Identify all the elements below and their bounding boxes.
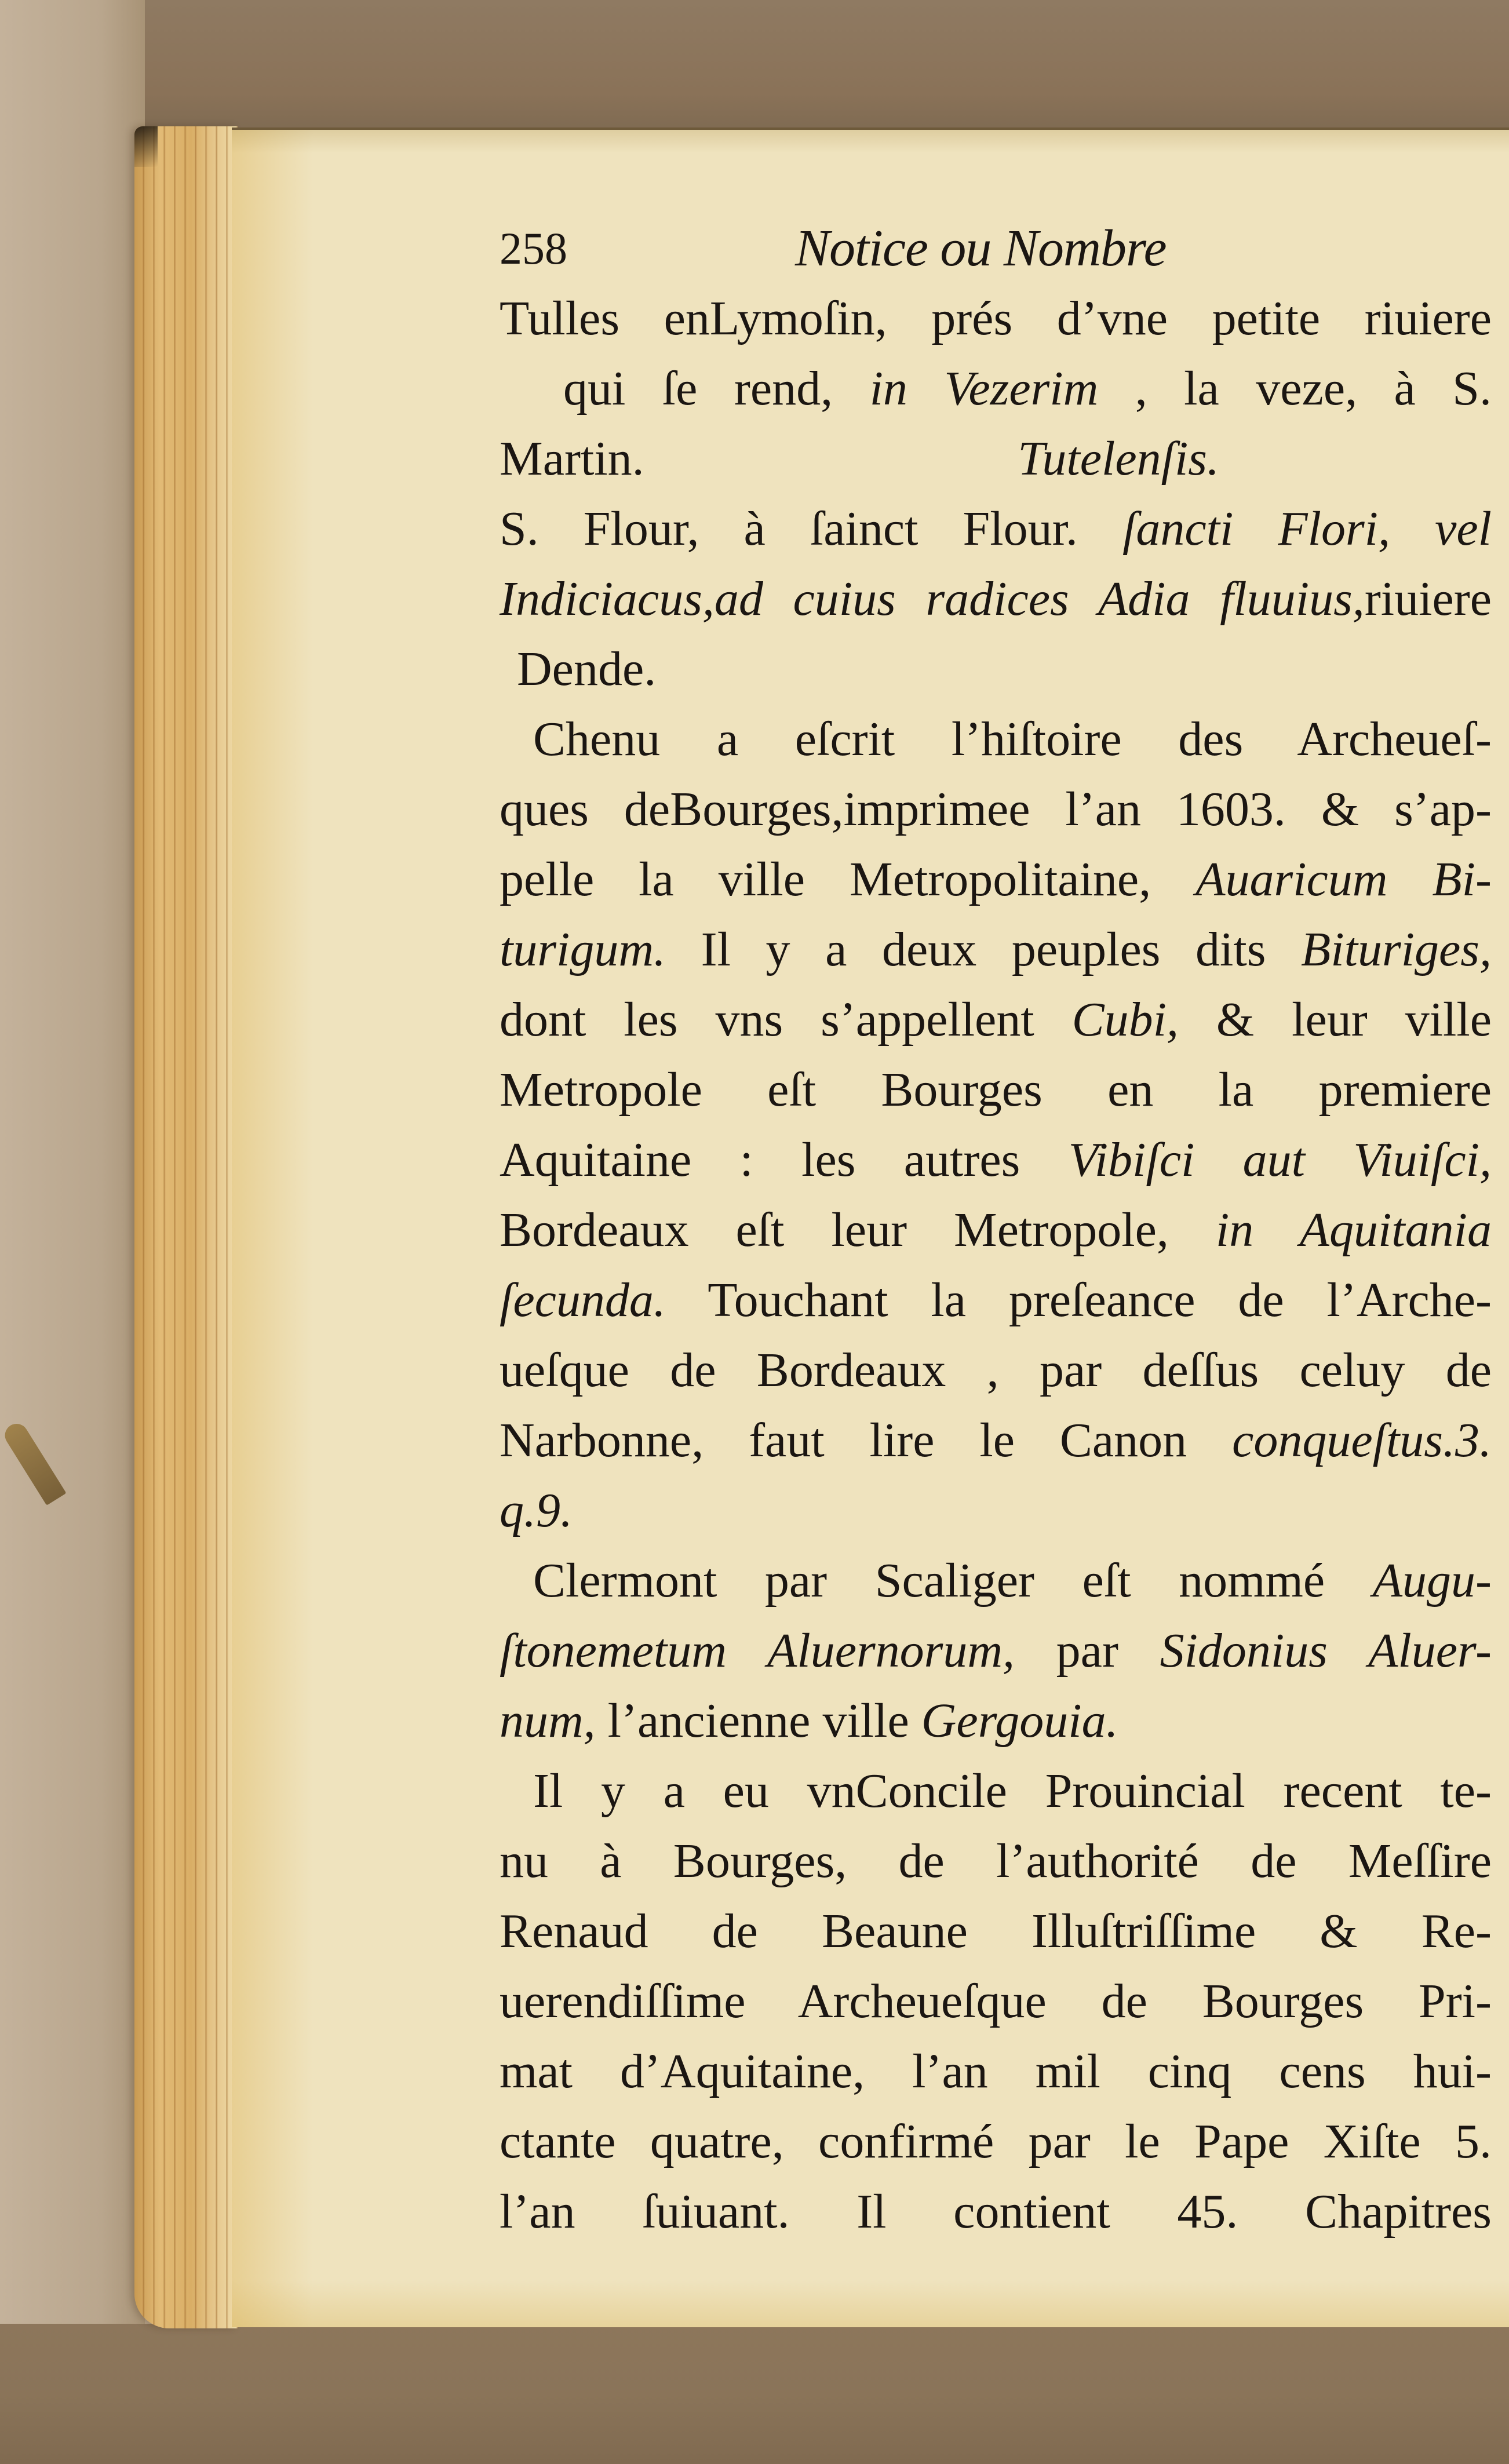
- text-line: [500, 1966, 1492, 2036]
- roman-text: Il y a deux peuples dits: [666, 923, 1301, 976]
- roman-text: Dende.: [517, 642, 657, 696]
- text-line: [500, 564, 1492, 634]
- italic-text: ſtonemetum Aluernorum,: [500, 1624, 1015, 1678]
- italic-text: Vibiſci aut Viuiſci,: [1068, 1133, 1492, 1187]
- roman-text: & leur ville: [1178, 993, 1492, 1047]
- scan-backdrop-left: [0, 0, 145, 2464]
- italic-text: ſecunda.: [500, 1273, 666, 1327]
- roman-text: par: [1015, 1624, 1160, 1678]
- italic-text: Bituriges,: [1301, 923, 1492, 976]
- scan-backdrop-bottom: [0, 2324, 1509, 2464]
- italic-text: Augu-: [1372, 1554, 1492, 1608]
- roman-text: Metropole eſt Bourges en la premiere: [500, 1063, 1492, 1117]
- roman-text: riuiere: [1364, 572, 1492, 626]
- text-line: [500, 844, 1492, 914]
- book-fore-edge: [134, 126, 238, 2328]
- text-line: [500, 1195, 1492, 1265]
- text-line: [500, 2036, 1492, 2106]
- italic-text: Tutelenſis.: [1018, 432, 1219, 486]
- text-line: [500, 1055, 1492, 1125]
- text-line: [500, 1265, 1492, 1335]
- italic-text: Cubi,: [1071, 993, 1179, 1047]
- body-text: [500, 283, 1492, 2247]
- text-line: [500, 1616, 1492, 1686]
- page-number: 258: [500, 223, 567, 274]
- italic-text: Sidonius Aluer-: [1160, 1624, 1492, 1678]
- text-line: [500, 1405, 1492, 1475]
- text-line: [500, 494, 1492, 564]
- page-text: [500, 213, 1492, 2247]
- text-line: [500, 1125, 1492, 1195]
- text-line: [500, 704, 1492, 774]
- roman-text: Il y a eu vnConcile Prouincial recent te-: [533, 1764, 1492, 1818]
- text-line: [500, 283, 1492, 353]
- text-line: [500, 1896, 1492, 1966]
- italic-text: Auaricum Bi-: [1195, 852, 1492, 906]
- text-line: [500, 1686, 1492, 1756]
- roman-text: mat d’Aquitaine, l’an mil cinq cens hui-: [500, 2044, 1492, 2098]
- text-line: [500, 634, 1492, 704]
- roman-text: ueſque de Bordeaux , par deſſus celuy de: [500, 1343, 1492, 1397]
- text-line: [500, 1475, 1492, 1546]
- roman-text: uerendiſſime Archeueſque de Bourges Pri-: [500, 1974, 1492, 2028]
- italic-text: conqueſtus.3.: [1232, 1413, 1492, 1467]
- roman-text: l’ancienne ville: [595, 1694, 921, 1748]
- roman-text: Aquitaine : les autres: [500, 1133, 1069, 1187]
- roman-text: nu à Bourges, de l’authorité de Meſſire: [500, 1834, 1492, 1888]
- italic-text: in Vezerim: [869, 362, 1099, 415]
- text-line: [500, 1756, 1492, 1826]
- text-line: [500, 985, 1492, 1055]
- roman-text: Narbonne, faut lire le Canon: [500, 1413, 1233, 1467]
- roman-text: Clermont par Scaliger eſt nommé: [533, 1554, 1373, 1608]
- roman-text: S. Flour, à ſainct Flour.: [500, 502, 1122, 556]
- scan-backdrop-top: [0, 0, 1509, 133]
- text-line: [500, 1335, 1492, 1405]
- roman-text: , la veze, à S.: [1098, 362, 1492, 415]
- roman-text: pelle la ville Metropolitaine,: [500, 852, 1196, 906]
- roman-text: Bordeaux eſt leur Metropole,: [500, 1203, 1216, 1257]
- italic-text: num,: [500, 1694, 596, 1748]
- roman-text: ctante quatre, confirmé par le Pape Xiſte 5.: [500, 2115, 1492, 2168]
- italic-text: Indiciacus,ad cuius radices Adia fluuius,: [500, 572, 1365, 626]
- text-line: [500, 1546, 1492, 1616]
- italic-text: Gergouia.: [921, 1694, 1118, 1748]
- page-header: [500, 213, 1492, 283]
- text-line: [500, 774, 1492, 844]
- italic-text: ſancti Flori, vel: [1122, 502, 1492, 556]
- italic-text: q.9.: [500, 1483, 573, 1537]
- italic-text: in Aquitania: [1215, 1203, 1492, 1257]
- roman-text: Chenu a eſcrit l’hiſtoire des Archeueſ-: [533, 712, 1492, 766]
- text-line: [500, 2177, 1492, 2247]
- text-line: [500, 2106, 1492, 2177]
- text-line: [500, 1826, 1492, 1896]
- roman-text: qui ſe rend,: [563, 362, 870, 415]
- text-line: [500, 424, 1492, 494]
- text-line: [500, 353, 1492, 424]
- roman-text: Martin.: [500, 432, 644, 486]
- running-head: Notice ou Nombre: [795, 220, 1167, 277]
- roman-text: dont les vns s’appellent: [500, 993, 1072, 1047]
- roman-text: ques deBourges,imprimee l’an 1603. & s’ap-: [500, 782, 1492, 836]
- roman-text: Touchant la preſeance de l’Arche-: [665, 1273, 1492, 1327]
- text-line: [500, 914, 1492, 985]
- roman-text: Tulles enLymoſin, prés d’vne petite riuiere: [500, 291, 1492, 345]
- italic-text: turigum.: [500, 923, 666, 976]
- roman-text: l’an ſuiuant. Il contient 45. Chapitres: [500, 2185, 1492, 2239]
- roman-text: Renaud de Beaune Illuſtriſſime & Re-: [500, 1904, 1492, 1958]
